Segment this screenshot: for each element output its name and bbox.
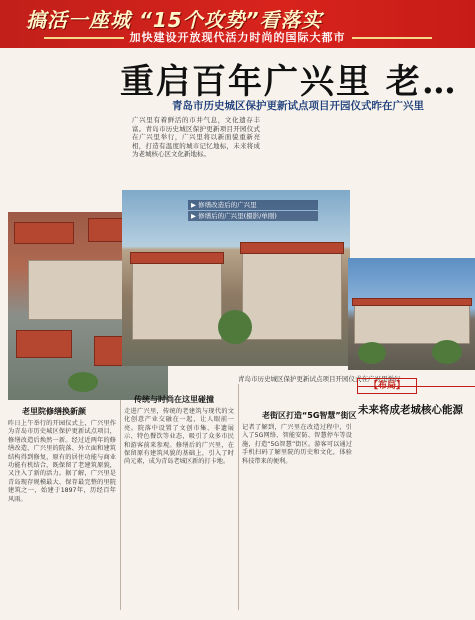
photo-tree [432, 340, 462, 364]
column-divider [238, 384, 239, 610]
banner-rule-left [44, 37, 124, 39]
banner-subtitle-text: 加快建设开放现代活力时尚的国际大都市 [129, 31, 346, 44]
section-title: 传统与时尚在这里碰撞 [134, 395, 214, 404]
column-divider [120, 400, 121, 610]
photo-roof [352, 298, 472, 306]
top-banner [0, 0, 475, 48]
side-tag: 【布局】 [357, 378, 417, 394]
side-title: 未来将成老城核心能源 [358, 404, 463, 416]
photo-caption-right: 青岛市历史城区保护更新试点项目开园仪式在广兴里举行 [238, 375, 401, 383]
subheadline: 青岛市历史城区保护更新试点项目开园仪式昨在广兴里 [172, 100, 424, 112]
section-body: 走进广兴里，传统的老建筑与现代的文化创意产业交融在一起，让人眼前一亮。院落中设置了文创市集、非遗展示、特色餐饮等业态，吸引了众多市民和游客前来参观。修缮后的广兴里，在保留原有建筑风貌的基础上，引入了时尚元素，成为青岛老城区新的打卡地。 [124, 408, 234, 466]
section-title: 老里院修缮换新颜 [22, 407, 86, 416]
photo-building [242, 250, 342, 340]
banner-rule-right [352, 37, 432, 39]
section-body: 记者了解到，广兴里在改造过程中，引入了5G网络、智能安防、智慧停车等设施，打造“5G智慧”街区。游客可以通过手机扫码了解里院的历史和文化，体验科技带来的便利。 [242, 424, 352, 465]
photo-caption-list [188, 200, 318, 222]
photo-building [354, 304, 470, 344]
photo-tree [358, 342, 386, 364]
photo-roof [240, 242, 344, 254]
lead-paragraph: 广兴里有着鲜活的市井气息，文化遗存丰富。青岛市历史城区保护更新项目开园仪式在广兴里举行，广兴里将以新面貌重新亮相，打造有温度的城市记忆地标，未来将成为老城核心区文化新地标。 [132, 116, 260, 159]
photo-tree [68, 372, 98, 392]
section-title: 老街区打造“5G智慧”街区 [262, 411, 357, 420]
photo-caption: ▶ 修缮后的广兴里(摄影/单刚) [188, 211, 318, 221]
photo-ceremony [348, 258, 475, 370]
photo-roof [16, 330, 72, 358]
photo-tree [218, 310, 252, 344]
banner-subtitle [0, 29, 475, 45]
photo-roof [130, 252, 224, 264]
photo-caption: ▶ 修缮改造后的广兴里 [188, 200, 318, 210]
photo-roof [14, 222, 74, 244]
headline: 重启百年广兴里 老… [120, 62, 458, 102]
banner-kicker: 搞活一座城 “15个攻势”看落实 [26, 8, 323, 32]
photo-building [132, 260, 222, 340]
section-body: 昨日上午举行的开园仪式上，广兴里作为青岛市历史城区保护更新试点项目，修缮改造后焕然一新。经过近两年的修缮改造，广兴里的院落、外立面和建筑结构得到修复，原有的居住功能与商业功能有机结合，既保留了老建筑原貌，又注入了新的活力。据了解，广兴里是青岛现存规模最大、保存最完整的里院建筑之一，始建于1897年，历经百年风雨。 [8, 420, 116, 503]
